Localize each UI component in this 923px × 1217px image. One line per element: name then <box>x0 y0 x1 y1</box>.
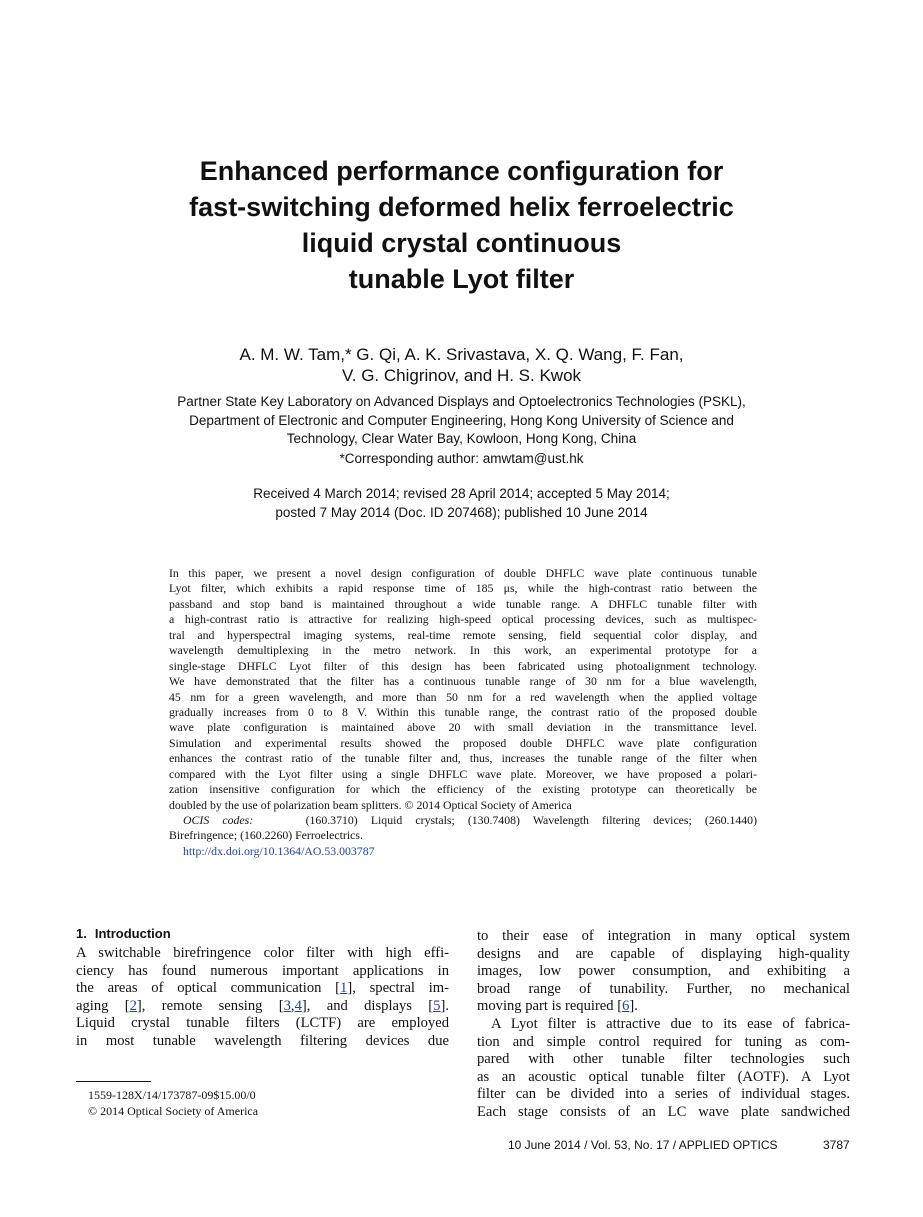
right-column <box>477 928 850 1122</box>
doi-link[interactable]: http://dx.doi.org/10.1364/AO.53.003787 <box>183 843 375 858</box>
body-line: in most tunable wavelength filtering devices due <box>76 1032 449 1049</box>
body-line: images, low power consumption, and exhibiting a <box>477 963 850 980</box>
section-heading <box>76 926 171 942</box>
section-title: Introduction <box>94 926 171 941</box>
abstract-line: Lyot filter, which exhibits a rapid response time of 185 μs, while the high-contrast ratio between the <box>169 581 757 596</box>
text: moving part is required [ <box>477 998 623 1015</box>
abstract <box>169 566 757 859</box>
body-line: as an acoustic optical tunable filter (AOTF). A Lyot <box>477 1068 850 1085</box>
abstract-line: Simulation and experimental results showed the proposed double DHFLC wave plate configuration <box>169 735 757 750</box>
paper-title <box>80 153 843 297</box>
text: ], remote sensing [ <box>136 997 284 1014</box>
abstract-line: enhances the contrast ratio of the tunable filter and, thus, increases the tunable range of the filter when <box>169 751 757 766</box>
running-footer: 10 June 2014 / Vol. 53, No. 17 / APPLIED OPTICS <box>508 1138 778 1152</box>
footnote-divider <box>76 1081 151 1082</box>
citation-link[interactable]: 6 <box>622 998 630 1015</box>
affiliation-line: Department of Electronic and Computer Engineering, Hong Kong University of Science and <box>189 412 734 428</box>
abstract-line: wave plate configuration is maintained above 20 with small deviation in the transmittance level. <box>169 720 757 735</box>
title-line: Enhanced performance configuration for <box>199 156 724 186</box>
text: ], and displays [ <box>301 997 434 1014</box>
footnote-line: © 2014 Optical Society of America <box>88 1104 259 1118</box>
body-line <box>76 980 449 998</box>
body-line: pared with other tunable filter technologies such <box>477 1051 850 1068</box>
footnote <box>88 1087 258 1119</box>
dates-line: Received 4 March 2014; revised 28 April 2014; accepted 5 May 2014; <box>253 486 670 501</box>
citation-link[interactable]: 4 <box>294 997 302 1014</box>
body-line: designs and are capable of displaying high-quality <box>477 945 850 962</box>
abstract-line: We have demonstrated that the filter has a continuous tunable range of 30 nm for a blue wavelength, <box>169 674 757 689</box>
abstract-line: single-stage DHFLC Lyot filter of this design has been fabricated using photoalignment technology. <box>169 658 757 673</box>
text: , <box>290 997 295 1014</box>
citation-link[interactable]: 3 <box>283 997 291 1014</box>
abstract-line: compared with the Lyot filter using a single DHFLC wave plate. Moreover, we have proposed a polari- <box>169 766 757 781</box>
body-line: filter can be divided into a series of individual stages. <box>477 1086 850 1103</box>
abstract-line: zation insensitive configuration for which the efficiency of the existing prototype can theoretically be <box>169 782 757 797</box>
dates-line: posted 7 May 2014 (Doc. ID 207468); published 10 June 2014 <box>275 504 648 520</box>
text: ], spectral im- <box>347 980 449 997</box>
footnote-line: 1559-128X/14/173787-09$15.00/0 <box>88 1088 256 1102</box>
body-line <box>76 998 449 1016</box>
body-line <box>477 998 850 1016</box>
abstract-line: 45 nm for a green wavelength, and more than 50 nm for a red wavelength when the applied voltage <box>169 689 757 704</box>
section-number: 1. <box>76 926 87 941</box>
author-line: V. G. Chigrinov, and H. S. Kwok <box>341 366 582 385</box>
body-line: A Lyot filter is attractive due to its ease of fabrica- <box>491 1015 850 1032</box>
ocis-codes <box>169 813 757 828</box>
abstract-line: a high-contrast ratio is attractive for realizing high-speed optical processing devices, such as multispec- <box>169 612 757 627</box>
text: aging [ <box>76 997 130 1014</box>
ocis-line: Birefringence; (160.2260) Ferroelectrics. <box>169 828 363 843</box>
text: the areas of optical communication [ <box>76 980 341 997</box>
citation-link[interactable]: 5 <box>433 997 441 1014</box>
abstract-line: doubled by the use of polarization beam splitters. © 2014 Optical Society of America <box>169 797 572 812</box>
ocis-label: OCIS codes: <box>183 813 254 827</box>
text: ]. <box>629 998 638 1015</box>
abstract-line: passband and stop band is maintained throughout a wide tunable range. A DHFLC tunable filter with <box>169 596 757 611</box>
left-column <box>76 945 449 1051</box>
body-line: broad range of tunability. Further, no mechanical <box>477 980 850 997</box>
text: ]. <box>440 997 449 1014</box>
author-list <box>80 344 843 386</box>
citation-link[interactable]: 2 <box>129 997 137 1014</box>
page-number: 3787 <box>823 1138 850 1152</box>
ocis-line: (160.3710) Liquid crystals; (130.7408) Wavelength filtering devices; (260.1440) <box>305 813 757 827</box>
title-line: tunable Lyot filter <box>348 264 575 294</box>
publication-dates <box>80 485 843 522</box>
abstract-line: In this paper, we present a novel design configuration of double DHFLC wave plate continuous tunable <box>169 566 757 580</box>
body-line: to their ease of integration in many optical system <box>477 928 850 944</box>
title-line: liquid crystal continuous <box>301 228 622 258</box>
author-line: A. M. W. Tam,* G. Qi, A. K. Srivastava, X. Q. Wang, F. Fan, <box>239 345 684 364</box>
body-line: A switchable birefringence color filter with high effi- <box>76 945 449 961</box>
affiliation-line: Technology, Clear Water Bay, Kowloon, Hong Kong, China <box>286 431 637 446</box>
title-line: fast-switching deformed helix ferroelectric <box>189 192 734 222</box>
body-line: Each stage consists of an LC wave plate sandwiched <box>477 1103 850 1120</box>
body-line: Liquid crystal tunable filters (LCTF) are employed <box>76 1015 449 1032</box>
corresponding-author: *Corresponding author: amwtam@ust.hk <box>339 451 584 466</box>
abstract-line: wavelength demultiplexing in the metro network. In this work, an experimental prototype for a <box>169 643 757 658</box>
body-line: tion and simple control required for tuning as com- <box>477 1033 850 1050</box>
affiliation <box>80 393 843 449</box>
affiliation-line: Partner State Key Laboratory on Advanced Displays and Optoelectronics Technologies (PSKL), <box>177 394 746 409</box>
citation-link[interactable]: 1 <box>340 980 348 997</box>
body-line: ciency has found numerous important applications in <box>76 962 449 979</box>
abstract-line: gradually increases from 0 to 8 V. Within this tunable range, the contrast ratio of the proposed double <box>169 704 757 719</box>
abstract-line: tral and hyperspectral imaging systems, real-time remote sensing, field sequential color display, and <box>169 627 757 642</box>
